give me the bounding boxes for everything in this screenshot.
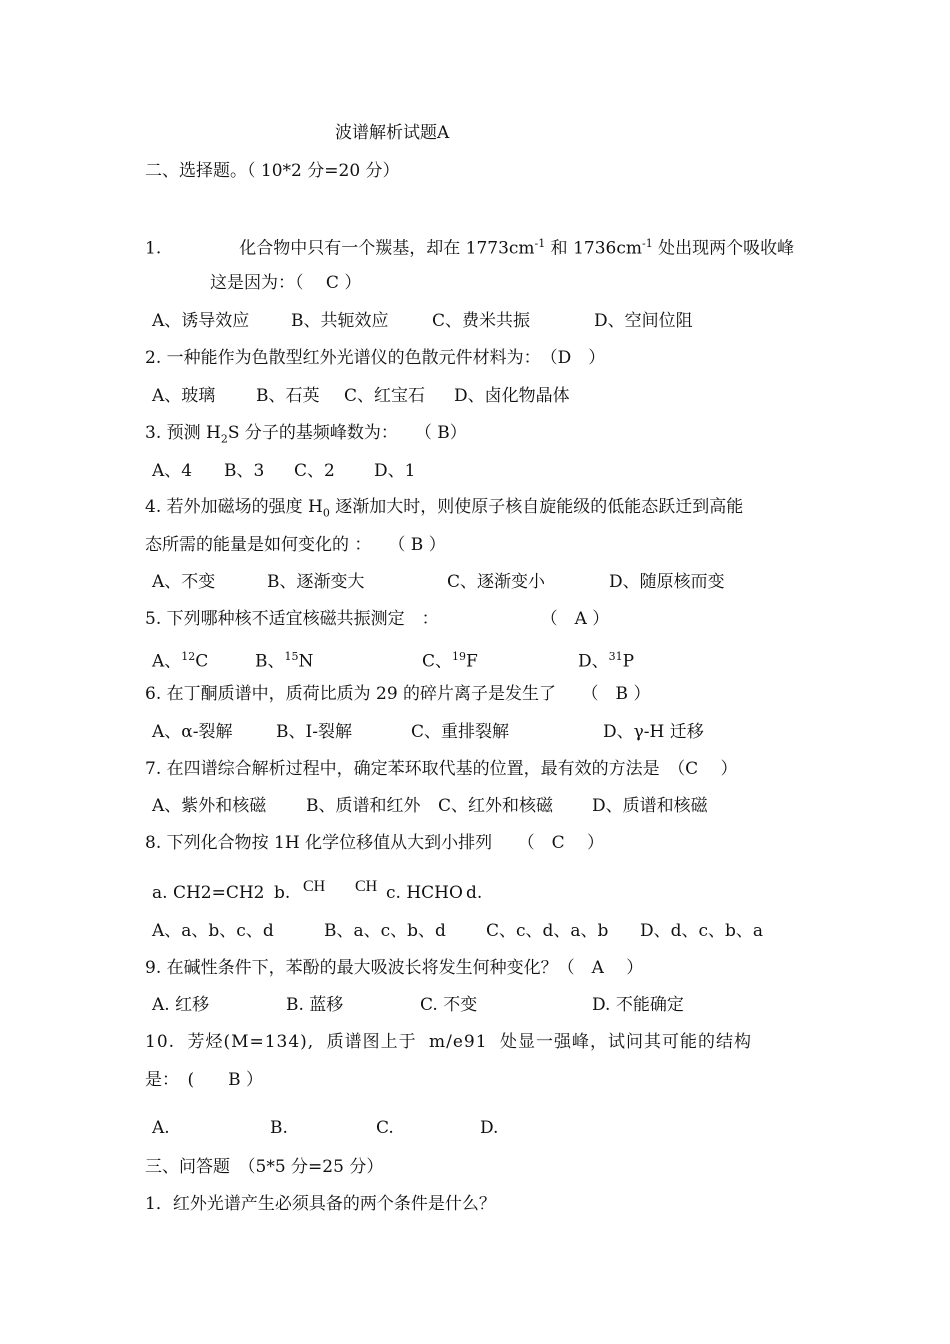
option-c: C、$^{19}$F [422,650,478,672]
question-9-options [152,994,684,1016]
option-a: A、不变 [152,572,216,592]
question-10: 10. 芳烃(M=134), 质谱图上于 m/e91 处显一强峰，试问其可能的结构 [145,1032,752,1052]
question-8: 8. 下列化合物按 1H 化学位移值从大到小排列 （ C ） [145,833,604,853]
qa-question-1: 1．红外光谱产生必须具备的两个条件是什么？ [145,1194,496,1214]
option-c: C. 不变 [420,995,478,1015]
option-c: C、c、d、a、b [486,921,609,941]
option-b: B、质谱和红外 [306,796,421,816]
section-qa-heading: 三、问答题 （5*5 分=25 分） [145,1157,384,1177]
option-a: A. 红移 [152,995,210,1015]
option-a: A、玻璃 [152,386,216,406]
option-a: A、a、b、c、d [152,921,274,941]
option-d: D、$^{31}$P [578,650,635,672]
option-b: B. 蓝移 [286,995,344,1015]
option-d: D、d、c、b、a [640,921,764,941]
option-c: C、逐渐变小 [447,572,546,592]
option-b: B、石英 [256,386,320,406]
compound-b-structure-ch: CH [355,878,378,895]
question-4-line-2: 态所需的能量是如何变化的 ： （ B ） [145,535,446,555]
option-c: C、红外和核磁 [438,796,554,816]
option-a: A、$^{12}$C [152,650,209,672]
question-1: 1. 化合物中只有一个羰基，却在 $1773cm^{-1}$ 和 $1736cm^{-1}$ 处出现两个吸收峰 [145,237,795,259]
option-c: C. [376,1118,394,1138]
compound-a: a. CH2=CH2 [152,883,265,903]
question-5-options [152,646,634,673]
question-1-line-2: 这是因为：（ C ） [210,273,362,293]
compound-c: c. HCHO [386,883,463,903]
option-d: D、空间位阻 [594,311,693,331]
question-6-options [152,721,704,743]
question-4-options [152,571,725,593]
option-b: B、共轭效应 [291,311,389,331]
question-1-number: 1. [145,238,162,259]
option-d: D、卤化物晶体 [454,386,570,406]
question-1-options [152,310,693,332]
question-6: 6. 在丁酮质谱中，质荷比质为 29 的碎片离子是发生了 （ B ） [145,684,651,704]
question-10-line-2: 是： ( B ） [145,1070,264,1090]
option-d: D、1 [374,461,416,481]
option-b: B、$^{15}$N [255,650,314,672]
question-2: 2. 一种能作为色散型红外光谱仪的色散元件材料为： （D ） [145,348,606,368]
section-choice-heading: 二、选择题。（ 10*2 分=20 分） [145,161,400,181]
option-a: A、紫外和核磁 [152,796,267,816]
question-9: 9. 在碱性条件下，苯酚的最大吸波长将发生何种变化？（ A ） [145,958,644,978]
option-b: B、3 [224,461,265,481]
question-3-options [152,460,415,482]
option-b: B、a、c、b、d [324,921,446,941]
option-b: B、I-裂解 [276,722,352,742]
option-c: C、重排裂解 [411,722,510,742]
compound-b-structure-ch: CH [303,878,326,895]
question-4: 4. 若外加磁场的强度 $H_0$ 逐渐加大时，则使原子核自旋能级的低能态跃迁到高能 [145,497,744,520]
option-d: D. [480,1118,499,1138]
question-7-options [152,795,708,817]
exam-title: 波谱解析试题A [335,123,450,143]
question-3: 3. 预测 $H_2S$ 分子的基频峰数为： （ B） [145,423,467,446]
question-7: 7. 在四谱综合解析过程中，确定苯环取代基的位置，最有效的方法是 （C ） [145,759,738,779]
option-a: A、诱导效应 [152,311,250,331]
option-d: D、γ-H 迁移 [603,722,704,742]
option-b: B. [270,1118,288,1138]
option-a: A、α-裂解 [152,722,233,742]
question-2-options [152,385,570,407]
option-d: D、质谱和核磁 [592,796,708,816]
compound-d-label: d. [466,883,483,903]
option-b: B、逐渐变大 [267,572,365,592]
question-5: 5. 下列哪种核不适宜核磁共振测定 ： （ A ） [145,609,610,629]
question-8-options [152,920,763,942]
option-c: C、费米共振 [432,311,531,331]
option-d: D. 不能确定 [592,995,684,1015]
option-c: C、红宝石 [344,386,426,406]
compound-b-label: b. [274,883,291,903]
option-a: A、4 [152,461,193,481]
question-10-options [152,1117,498,1139]
option-a: A. [152,1118,170,1138]
option-c: C、2 [294,461,335,481]
option-d: D、随原核而变 [609,572,725,592]
